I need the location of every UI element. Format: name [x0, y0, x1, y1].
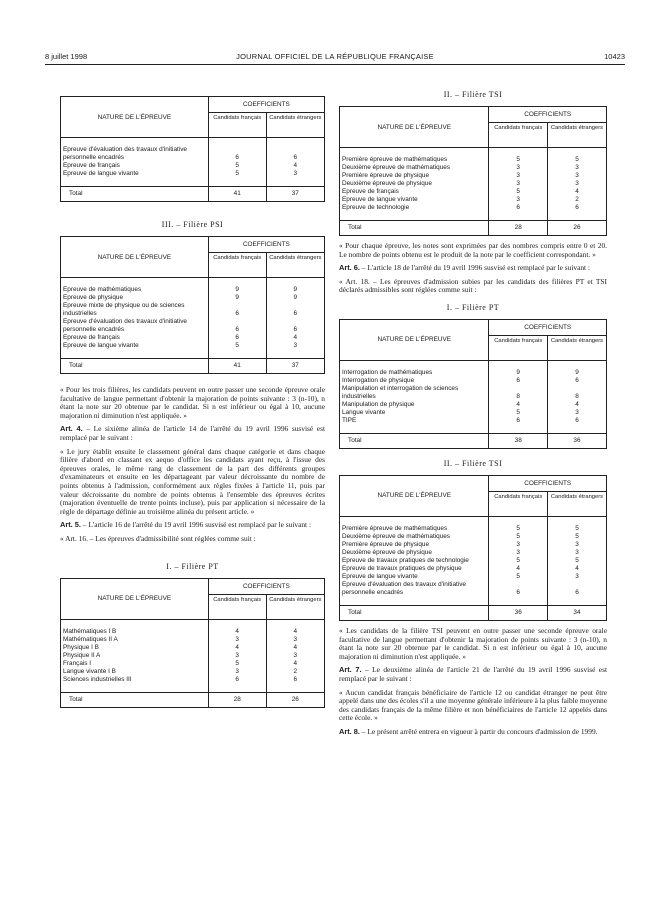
coef-etrangers: 6	[266, 676, 324, 684]
table-row	[340, 557, 606, 565]
total-francais: 28	[489, 221, 548, 236]
coef-etrangers: 6	[547, 581, 606, 597]
coef-etrangers: 6	[266, 318, 324, 334]
coef-etrangers: 6	[547, 204, 606, 212]
table-row	[340, 525, 606, 533]
epreuve-label: Epreuve de physique	[61, 294, 208, 302]
table-frame	[60, 236, 325, 374]
total-row	[340, 605, 606, 620]
total-row	[340, 221, 606, 236]
col-header-francais: Candidats français	[489, 491, 548, 516]
coef-table-tsi-admission	[339, 459, 607, 621]
article-6-text: – L'article 18 de l'arrêté du 19 avril 1996 susvisé est remplacé par le suivant :	[359, 263, 591, 273]
table-frame	[339, 106, 607, 236]
section-title: I. – Filière PT	[166, 561, 219, 571]
table-row	[340, 369, 606, 377]
coef-francais: 3	[235, 651, 239, 659]
total-etrangers: 34	[547, 605, 606, 620]
paragraph-art12: « Aucun candidat français bénéficiaire de l'article 12 ou candidat étranger ne peut être appelé dans une des écoles s'il a une moyenne générale inférieure à la plus faible moyenne des candidats français de la même filière et non bénéficiaires de l'article 12 appelés dans cette école. »	[339, 687, 607, 723]
coef-etrangers: 4	[266, 162, 324, 170]
epreuve-label: Deuxième épreuve de physique	[340, 549, 489, 557]
table-row	[340, 417, 606, 425]
total-etrangers: 26	[547, 221, 606, 236]
col-header-francais: Candidats français	[208, 594, 266, 619]
coef-francais: 4	[235, 643, 239, 651]
epreuve-label: Deuxième épreuve de mathématiques	[340, 164, 489, 172]
table-row	[61, 318, 324, 334]
table-row	[340, 377, 606, 385]
table-row	[61, 636, 324, 644]
coef-etrangers: 4	[547, 188, 606, 196]
coef-francais: 9	[235, 286, 239, 293]
coef-francais: 3	[516, 172, 520, 179]
paragraph-classement: « Le jury établit ensuite le classement général dans chaque catégorie et dans chaque filière d'abord en classant ex aequo d'office les candidats ayant reçu, à l'issue des épreuves orales, le même rang de classement de la part des différents groupes d'examinateurs et ensuite en les départageant par valeur décroissante du nombre de points obtenus à l'admission, conformément aux règles fixées à l'article 11, puis par valeur décroissante du nombre de points obtenus à l'ensemble des épreuves écrites (majoration éventuelle de trente points incluse), puis par application si nécessaire de la règle de départage définie au troisième alinéa du présent article. »	[60, 446, 325, 516]
epreuve-label: Epreuve de français	[61, 334, 208, 342]
coef-table-continued	[60, 96, 325, 202]
total-label: Total	[61, 359, 208, 374]
coef-francais: 9	[516, 368, 520, 376]
col-header-etrangers: Candidats étrangers	[266, 113, 324, 138]
coef-francais: 3	[516, 196, 520, 203]
table-row	[61, 302, 324, 318]
coef-etrangers: 6	[547, 377, 606, 385]
coef-francais: 3	[516, 180, 520, 187]
coef-etrangers: 3	[547, 180, 606, 188]
spacer-row	[340, 148, 606, 157]
epreuve-label: Interrogation de physique	[340, 377, 489, 385]
table-row	[340, 196, 606, 204]
coef-etrangers: 3	[547, 172, 606, 180]
epreuve-label: Epreuve d'évaluation des travaux d'initiative personnelle encadrés	[340, 581, 489, 597]
coef-francais: 8	[516, 392, 520, 400]
epreuve-label: Mathématiques I B	[61, 628, 208, 636]
spacer-row	[340, 212, 606, 221]
col-header-etrangers: Candidats étrangers	[266, 253, 324, 278]
nature-header: NATURE DE L'ÉPREUVE	[61, 579, 208, 620]
header-rule	[45, 64, 625, 65]
coef-etrangers: 2	[547, 196, 606, 204]
coefficients-header: COEFFICIENTS	[242, 241, 290, 248]
coef-etrangers: 3	[266, 170, 324, 178]
coef-francais: 5	[235, 659, 239, 667]
coef-etrangers: 3	[547, 164, 606, 172]
coef-francais: 6	[235, 326, 239, 333]
header-row	[61, 237, 324, 253]
header-row	[340, 107, 606, 123]
epreuve-label: Epreuve de mathématiques	[61, 286, 208, 294]
total-francais: 38	[489, 433, 548, 448]
total-etrangers: 36	[547, 433, 606, 448]
paragraph-tsi-langue: « Les candidats de la filière TSI peuvent en outre passer une seconde épreuve orale facultative de langue permettant d'obtenir la majoration de points suivante : 3 (n-10), n étant la note sur 20 obtenue par le candidat. Si n est inférieur ou égal à 10, aucune majoration ni diminution n'est appliquée. »	[339, 625, 607, 661]
epreuve-label: Première épreuve de physique	[340, 541, 489, 549]
total-francais: 41	[208, 187, 266, 202]
total-label: Total	[340, 433, 489, 448]
coef-francais: 6	[235, 154, 239, 161]
total-francais: 41	[208, 359, 266, 374]
table-row	[340, 156, 606, 164]
epreuve-label: Epreuve de technologie	[340, 204, 489, 212]
table-row	[340, 188, 606, 196]
spacer-row	[61, 684, 324, 693]
coefficients-header: COEFFICIENTS	[242, 101, 290, 108]
total-label: Total	[61, 187, 208, 202]
nature-header: NATURE DE L'ÉPREUVE	[340, 476, 489, 517]
coef-etrangers: 4	[266, 334, 324, 342]
table-row	[340, 401, 606, 409]
article-5-text: – L'article 16 de l'arrêté du 19 avril 1996 susvisé est remplacé par le suivant :	[80, 520, 312, 530]
epreuve-label: Epreuve d'évaluation des travaux d'initiative personnelle encadrés	[61, 318, 208, 334]
table-row	[61, 286, 324, 294]
coef-francais: 5	[516, 532, 520, 540]
header-row	[340, 320, 606, 336]
table-row	[340, 573, 606, 581]
table-row	[61, 660, 324, 668]
paragraph-notes: « Pour chaque épreuve, les notes sont exprimées par des nombres compris entre 0 et 20. Le nombre de points obtenu est le produit de la note par le coefficient correspondant. »	[339, 241, 607, 259]
table-row	[340, 581, 606, 597]
coef-etrangers: 5	[547, 156, 606, 164]
spacer-row	[340, 360, 606, 369]
epreuve-label: Deuxième épreuve de mathématiques	[340, 533, 489, 541]
table-row	[61, 628, 324, 636]
spacer-row	[340, 597, 606, 606]
epreuve-label: Epreuve de langue vivante	[61, 170, 208, 178]
coef-etrangers: 9	[266, 294, 324, 302]
epreuve-label: Langue vivante I B	[61, 668, 208, 676]
coef-table-pt-admission	[339, 303, 607, 449]
epreuve-label: Première épreuve de mathématiques	[340, 525, 489, 533]
spacer-row	[61, 178, 324, 187]
epreuve-label: Physique II A	[61, 652, 208, 660]
table-row	[340, 164, 606, 172]
coef-francais: 4	[235, 627, 239, 635]
coef-etrangers: 3	[547, 549, 606, 557]
table-row	[340, 565, 606, 573]
col-header-etrangers: Candidats étrangers	[547, 123, 606, 148]
coef-etrangers: 6	[266, 146, 324, 162]
coef-francais: 5	[516, 572, 520, 580]
article-6-heading: Art. 6.	[339, 263, 360, 273]
col-header-francais: Candidats français	[208, 113, 266, 138]
table-frame	[60, 578, 325, 708]
left-column	[60, 96, 325, 708]
table-row	[61, 342, 324, 350]
col-header-francais: Candidats français	[489, 335, 548, 360]
header-row	[61, 579, 324, 595]
epreuve-label: Manipulation de physique	[340, 401, 489, 409]
table-row	[61, 668, 324, 676]
total-row	[61, 187, 324, 202]
journal-title: JOURNAL OFFICIEL DE LA RÉPUBLIQUE FRANÇAISE	[236, 52, 434, 61]
section-title: I. – Filière PT	[446, 302, 500, 312]
article-8-heading: Art. 8.	[339, 726, 360, 736]
coef-francais: 3	[235, 667, 239, 675]
coef-francais: 9	[235, 294, 239, 301]
coefficient-table	[61, 579, 324, 707]
coef-francais: 5	[235, 342, 239, 349]
coef-etrangers: 4	[266, 644, 324, 652]
col-header-etrangers: Candidats étrangers	[547, 491, 606, 516]
coefficient-table	[340, 107, 606, 235]
section-title: II. – Filière TSI	[443, 458, 503, 468]
table-frame	[60, 96, 325, 202]
coef-etrangers: 3	[547, 409, 606, 417]
table-row	[61, 334, 324, 342]
coef-etrangers: 5	[547, 533, 606, 541]
total-label: Total	[340, 221, 489, 236]
coef-francais: 5	[235, 162, 239, 169]
col-header-francais: Candidats français	[208, 253, 266, 278]
epreuve-label: Epreuve de français	[340, 188, 489, 196]
article-6	[339, 264, 607, 273]
spacer-row	[61, 138, 324, 147]
nature-header: NATURE DE L'ÉPREUVE	[340, 107, 489, 148]
coef-etrangers: 9	[266, 286, 324, 294]
article-5	[60, 521, 325, 530]
coef-francais: 3	[516, 540, 520, 548]
coefficient-table	[340, 476, 606, 620]
coefficient-table	[61, 97, 324, 201]
table-row	[340, 549, 606, 557]
epreuve-label: Première épreuve de physique	[340, 172, 489, 180]
table-row	[61, 676, 324, 684]
epreuve-label: Epreuve de français	[61, 162, 208, 170]
total-label: Total	[340, 605, 489, 620]
coef-francais: 5	[516, 408, 520, 416]
epreuve-label: Epreuve de langue vivante	[340, 573, 489, 581]
coef-etrangers: 3	[266, 636, 324, 644]
coef-francais: 6	[516, 416, 520, 424]
article-7-heading: Art. 7.	[339, 665, 362, 675]
epreuve-label: Manipulation et interrogation de sciences industrielles	[340, 385, 489, 401]
epreuve-label: Physique I B	[61, 644, 208, 652]
coef-etrangers: 3	[547, 541, 606, 549]
epreuve-label: Mathématiques II A	[61, 636, 208, 644]
table-row	[340, 385, 606, 401]
coef-francais: 4	[516, 564, 520, 572]
section-title: III. – Filière PSI	[161, 220, 224, 229]
spacer-row	[61, 619, 324, 628]
coefficients-header: COEFFICIENTS	[524, 323, 572, 331]
spacer-row	[61, 350, 324, 359]
table-row	[61, 162, 324, 170]
epreuve-label: Epreuve de langue vivante	[340, 196, 489, 204]
coef-table-psi	[60, 220, 325, 374]
total-francais: 36	[489, 605, 548, 620]
total-etrangers: 37	[266, 359, 324, 374]
coef-etrangers: 4	[547, 401, 606, 409]
coef-francais: 6	[516, 588, 520, 596]
article-8-text: – Le présent arrêté entrera en vigueur à partir du concours d'admission de 1999.	[359, 726, 598, 736]
article-7	[339, 666, 607, 683]
col-header-francais: Candidats français	[489, 123, 548, 148]
coef-francais: 5	[516, 524, 520, 532]
paragraph-art16: « Art. 16. – Les épreuves d'admissibilité sont réglées comme suit :	[60, 533, 256, 543]
table-row	[61, 146, 324, 162]
coef-etrangers: 3	[266, 342, 324, 350]
article-5-heading: Art. 5.	[60, 520, 81, 530]
epreuve-label: Epreuve de travaux pratiques de physique	[340, 565, 489, 573]
table-frame	[339, 475, 607, 621]
table-row	[61, 652, 324, 660]
coefficients-header: COEFFICIENTS	[524, 111, 572, 118]
total-row	[340, 433, 606, 448]
coef-francais: 6	[235, 310, 239, 317]
coef-francais: 6	[235, 675, 239, 683]
coef-table-tsi-admissibilite	[339, 90, 607, 236]
coef-francais: 4	[516, 400, 520, 408]
coef-francais: 3	[516, 548, 520, 556]
coef-etrangers: 5	[547, 525, 606, 533]
total-francais: 28	[208, 692, 266, 707]
epreuve-label: Première épreuve de mathématiques	[340, 156, 489, 164]
coef-francais: 5	[516, 188, 520, 195]
header-row	[61, 97, 324, 113]
nature-header: NATURE DE L'ÉPREUVE	[61, 237, 208, 278]
coef-etrangers: 4	[266, 660, 324, 668]
coef-table-pt-admissibilite	[60, 562, 325, 708]
header-row	[340, 476, 606, 492]
coef-francais: 5	[235, 170, 239, 177]
coefficient-table	[61, 237, 324, 373]
nature-header: NATURE DE L'ÉPREUVE	[340, 320, 489, 361]
epreuve-label: Epreuve de travaux pratiques de technologie	[340, 557, 489, 565]
epreuve-label: Français I	[61, 660, 208, 668]
coef-francais: 3	[235, 635, 239, 643]
table-row	[340, 533, 606, 541]
col-header-etrangers: Candidats étrangers	[547, 335, 606, 360]
coef-francais: 6	[516, 204, 520, 211]
coef-etrangers: 5	[547, 557, 606, 565]
coef-etrangers: 9	[547, 369, 606, 377]
article-8	[339, 728, 607, 737]
coefficients-header: COEFFICIENTS	[242, 582, 290, 590]
table-frame	[339, 319, 607, 449]
epreuve-label: Langue vivante	[340, 409, 489, 417]
spacer-row	[61, 278, 324, 287]
coef-francais: 5	[516, 156, 520, 163]
table-row	[61, 294, 324, 302]
article-4-text: – Le sixième alinéa de l'article 14 de l'arrêté du 19 avril 1996 susvisé est remplacé par le suivant :	[60, 424, 325, 442]
paragraph-majoration: « Pour les trois filières, les candidats peuvent en outre passer une seconde épreuve orale facultative de langue permettant d'obtenir la majoration de points suivante : 3 (n-10), n étant la note sur 20 obtenue par le candidat. Si n est inférieur ou égal à 10, aucune majoration ni diminution n'est appliquée. »	[60, 385, 325, 420]
coefficient-table	[340, 320, 606, 448]
coef-francais: 6	[516, 376, 520, 384]
article-7-text: – Le deuxième alinéa de l'article 21 de l'arrêté du 19 avril 1996 susvisé est remplacé par le suivant :	[339, 665, 608, 683]
coef-etrangers: 3	[266, 652, 324, 660]
total-row	[61, 692, 324, 707]
total-etrangers: 26	[266, 692, 324, 707]
spacer-row	[340, 425, 606, 434]
epreuve-label: Deuxième épreuve de physique	[340, 180, 489, 188]
coefficients-header: COEFFICIENTS	[524, 479, 572, 487]
coef-etrangers: 6	[547, 417, 606, 425]
coef-etrangers: 2	[266, 668, 324, 676]
epreuve-label: TIPE	[340, 417, 489, 425]
coef-francais: 3	[516, 164, 520, 171]
epreuve-label: Sciences industrielles III	[61, 676, 208, 684]
article-4	[60, 425, 325, 442]
coef-etrangers: 4	[266, 628, 324, 636]
paragraph-art18: « Art. 18. – Les épreuves d'admission subies par les candidats des filières PT et TSI déclarés admissibles sont réglées comme suit :	[339, 276, 607, 295]
table-row	[61, 170, 324, 178]
table-row	[340, 204, 606, 212]
page-number: 10423	[604, 52, 625, 61]
coef-francais: 6	[235, 334, 239, 341]
table-row	[340, 541, 606, 549]
total-row	[61, 359, 324, 374]
coef-francais: 5	[516, 556, 520, 564]
coef-etrangers: 6	[266, 302, 324, 318]
table-row	[340, 180, 606, 188]
epreuve-label: Epreuve d'évaluation des travaux d'initiative personnelle encadrés	[61, 146, 208, 162]
header-date: 8 juillet 1998	[45, 52, 88, 61]
spacer-row	[340, 516, 606, 525]
coef-etrangers: 8	[547, 385, 606, 401]
article-4-heading: Art. 4.	[60, 424, 83, 434]
right-column	[339, 90, 607, 737]
table-row	[340, 172, 606, 180]
epreuve-label: Epreuve mixte de physique ou de sciences industrielles	[61, 302, 208, 318]
coef-etrangers: 3	[547, 573, 606, 581]
epreuve-label: Interrogation de mathématiques	[340, 369, 489, 377]
section-title: II. – Filière TSI	[443, 90, 503, 99]
nature-header: NATURE DE L'ÉPREUVE	[61, 97, 208, 138]
col-header-etrangers: Candidats étrangers	[266, 594, 324, 619]
table-row	[61, 644, 324, 652]
epreuve-label: Epreuve de langue vivante	[61, 342, 208, 350]
total-etrangers: 37	[266, 187, 324, 202]
table-row	[340, 409, 606, 417]
total-label: Total	[61, 692, 208, 707]
coef-etrangers: 4	[547, 565, 606, 573]
